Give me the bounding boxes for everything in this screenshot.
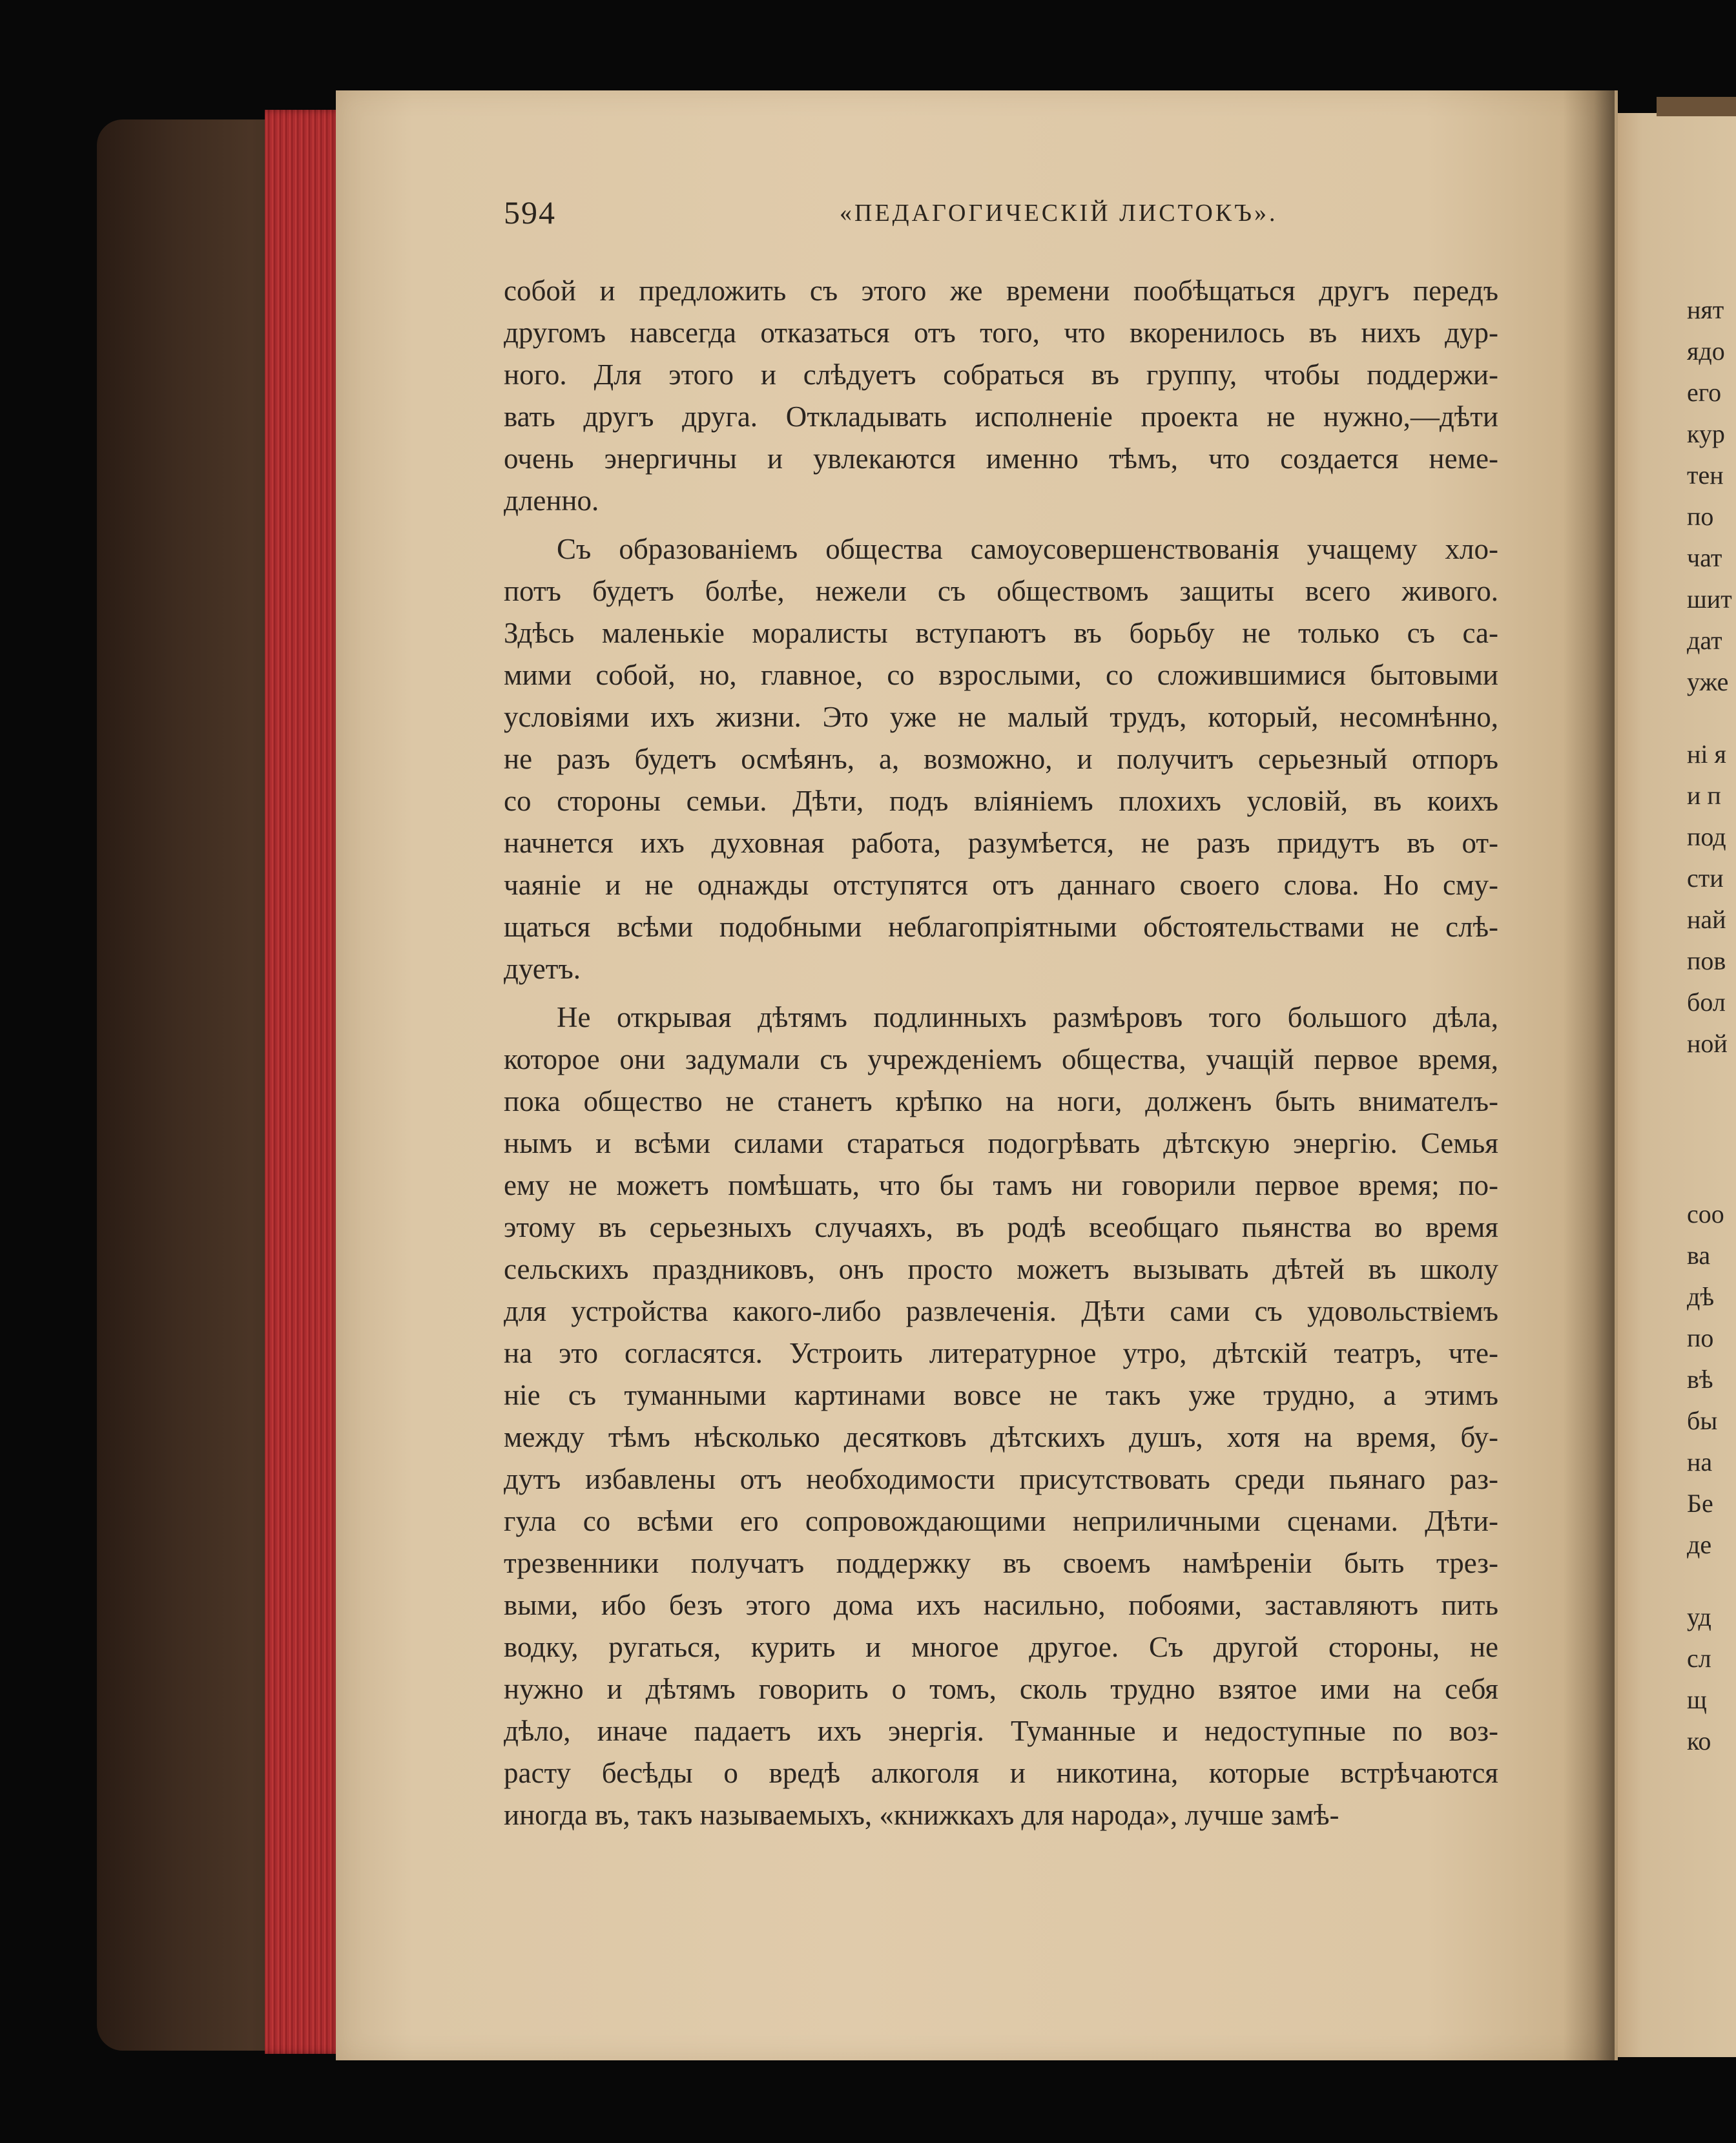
facing-page-fragment: на [1687, 1447, 1713, 1476]
text-line: иногда въ, такъ называемыхъ, «книжкахъ для народа», лучше замѣ- [504, 1799, 1339, 1831]
running-title: «ПЕДАГОГИЧЕСКІЙ ЛИСТОКЪ». [840, 200, 1278, 227]
text-line: Съ образованіемъ общества самоусовершенствованія учащему хло- [557, 533, 1498, 565]
text-line: ему не можетъ помѣшать, что бы тамъ ни говорили первое время; по- [504, 1169, 1498, 1201]
paragraph [504, 997, 1498, 1836]
fragment-gap [1687, 1566, 1736, 1597]
text-line: пока общество не станетъ крѣпко на ноги, долженъ быть внимателъ- [504, 1085, 1498, 1117]
text-line: нужно и дѣтямъ говорить о томъ, сколь трудно взятое ими на себя [504, 1673, 1498, 1705]
text-line: этому въ серьезныхъ случаяхъ, въ родѣ всеобщаго пьянства во время [504, 1211, 1498, 1243]
facing-page-fragment: де [1687, 1530, 1712, 1559]
text-line: между тѣмъ нѣсколько десятковъ дѣтскихъ душъ, хотя на время, бу- [504, 1421, 1498, 1453]
facing-page-fragment: ні я [1687, 740, 1726, 769]
paragraph [504, 528, 1498, 990]
text-line: ного. Для этого и слѣдуетъ собраться въ группу, чтобы поддержи- [504, 358, 1498, 391]
facing-page-top-edge [1657, 97, 1736, 116]
facing-page-fragment: пов [1687, 946, 1726, 975]
text-line: очень энергичны и увлекаются именно тѣмъ, что создается неме- [504, 442, 1498, 475]
facing-page-fragment: вѣ [1687, 1365, 1713, 1394]
facing-page-fragment: нят [1687, 295, 1724, 324]
facing-page-fragment: ной [1687, 1029, 1728, 1058]
facing-page-fragment: чат [1687, 543, 1722, 572]
text-line: другомъ навсегда отказаться отъ того, что вкоренилось въ нихъ дур- [504, 316, 1498, 349]
text-line: Не открывая дѣтямъ подлинныхъ размѣровъ того большого дѣла, [557, 1001, 1498, 1033]
text-line: вать другъ друга. Откладывать исполненіе проекта не нужно,—дѣти [504, 400, 1498, 433]
text-line: трезвенники получатъ поддержку въ своемъ намѣреніи быть трез- [504, 1547, 1498, 1579]
text-line: сельскихъ праздниковъ, онъ просто можетъ вызывать дѣтей въ школу [504, 1253, 1498, 1285]
facing-page-fragment: дат [1687, 626, 1722, 655]
text-line: со стороны семьи. Дѣти, подъ вліяніемъ плохихъ условій, въ коихъ [504, 785, 1498, 817]
body-text [504, 270, 1498, 1836]
text-line: расту бесѣды о вредѣ алкоголя и никотина, которые встрѣчаются [504, 1757, 1498, 1789]
text-line: дленно. [504, 484, 599, 517]
page-gutter-shadow [1563, 90, 1615, 2060]
text-line: нымъ и всѣми силами стараться подогрѣвать дѣтскую энергію. Семья [504, 1127, 1498, 1159]
text-line: мими собой, но, главное, со взрослыми, со сложившимися бытовыми [504, 659, 1498, 691]
text-line: водку, ругаться, курить и многое другое. Съ другой стороны, не [504, 1631, 1498, 1663]
fragment-gap [1687, 703, 1736, 734]
text-line: чаяніе и не однажды отступятся отъ даннаго своего слова. Но сму- [504, 869, 1498, 901]
text-line: дутъ избавлены отъ необходимости присутствовать среди пьянаго раз- [504, 1463, 1498, 1495]
text-line: гула со всѣми его сопровождающими неприличными сценами. Дѣти- [504, 1505, 1498, 1537]
facing-page-fragment: соо [1687, 1199, 1724, 1228]
text-line: дуетъ. [504, 953, 581, 985]
facing-page-fragment: дѣ [1687, 1282, 1715, 1311]
facing-page-fragment: сл [1687, 1644, 1711, 1673]
facing-page-fragment: его [1687, 378, 1722, 407]
facing-page-fragment: кур [1687, 419, 1725, 448]
facing-page-fragment: ко [1687, 1726, 1711, 1755]
text-line: потъ будетъ болѣе, нежели съ обществомъ защиты всего живого. [504, 575, 1498, 607]
text-line: выми, ибо безъ этого дома ихъ насильно, побоями, заставляютъ пить [504, 1589, 1498, 1621]
text-line: которое они задумали съ учрежденіемъ общества, учащій первое время, [504, 1043, 1498, 1075]
facing-page-fragment: тен [1687, 461, 1724, 490]
facing-page-fragment: уд [1687, 1602, 1711, 1631]
page-number: 594 [504, 194, 556, 231]
facing-page-fragment: бол [1687, 988, 1726, 1017]
text-line: дѣло, иначе падаетъ ихъ энергія. Туманные и недоступные по воз- [504, 1715, 1498, 1747]
facing-page-fragment: бы [1687, 1406, 1718, 1435]
text-line: ніе съ туманными картинами вовсе не такъ уже трудно, а этимъ [504, 1379, 1498, 1411]
paragraph [504, 270, 1498, 522]
facing-page-fragment: ва [1687, 1241, 1711, 1270]
paragraph-gap [504, 990, 1498, 997]
text-line: Здѣсь маленькіе моралисты вступаютъ въ борьбу не только съ са- [504, 617, 1498, 649]
text-line: для устройства какого-либо развлеченія. Дѣти сами съ удовольствіемъ [504, 1295, 1498, 1327]
paragraph-gap [504, 522, 1498, 528]
facing-page-fragment: най [1687, 905, 1726, 934]
facing-page-fragment: уже [1687, 667, 1729, 696]
text-line: щаться всѣми подобными неблагопріятными обстоятельствами не слѣ- [504, 911, 1498, 943]
text-line: условіями ихъ жизни. Это уже не малый трудъ, который, несомнѣнно, [504, 701, 1498, 733]
running-head [504, 194, 1498, 233]
facing-page-text-fragments [1687, 289, 1736, 1762]
facing-page-fragment: ядо [1687, 336, 1725, 366]
facing-page-fragment: под [1687, 822, 1726, 851]
facing-page-fragment: и п [1687, 781, 1721, 810]
facing-page-fragment: щ [1687, 1685, 1707, 1714]
text-line: собой и предложить съ этого же времени пообѣщаться другъ передъ [504, 274, 1498, 307]
text-line: начнется ихъ духовная работа, разумѣется, не разъ придутъ въ от- [504, 827, 1498, 859]
fragment-gap [1687, 1064, 1736, 1194]
text-line: на это согласятся. Устроить литературное утро, дѣтскій театръ, чте- [504, 1337, 1498, 1369]
facing-page-fragment: по [1687, 1323, 1714, 1352]
facing-page-fragment: шит [1687, 585, 1732, 614]
facing-page-fragment: сти [1687, 864, 1724, 893]
facing-page-fragment: Бе [1687, 1489, 1713, 1518]
text-line: не разъ будетъ осмѣянъ, а, возможно, и получитъ серьезный отпоръ [504, 743, 1498, 775]
facing-page-fragment: по [1687, 502, 1714, 531]
red-page-edges [265, 110, 342, 2054]
